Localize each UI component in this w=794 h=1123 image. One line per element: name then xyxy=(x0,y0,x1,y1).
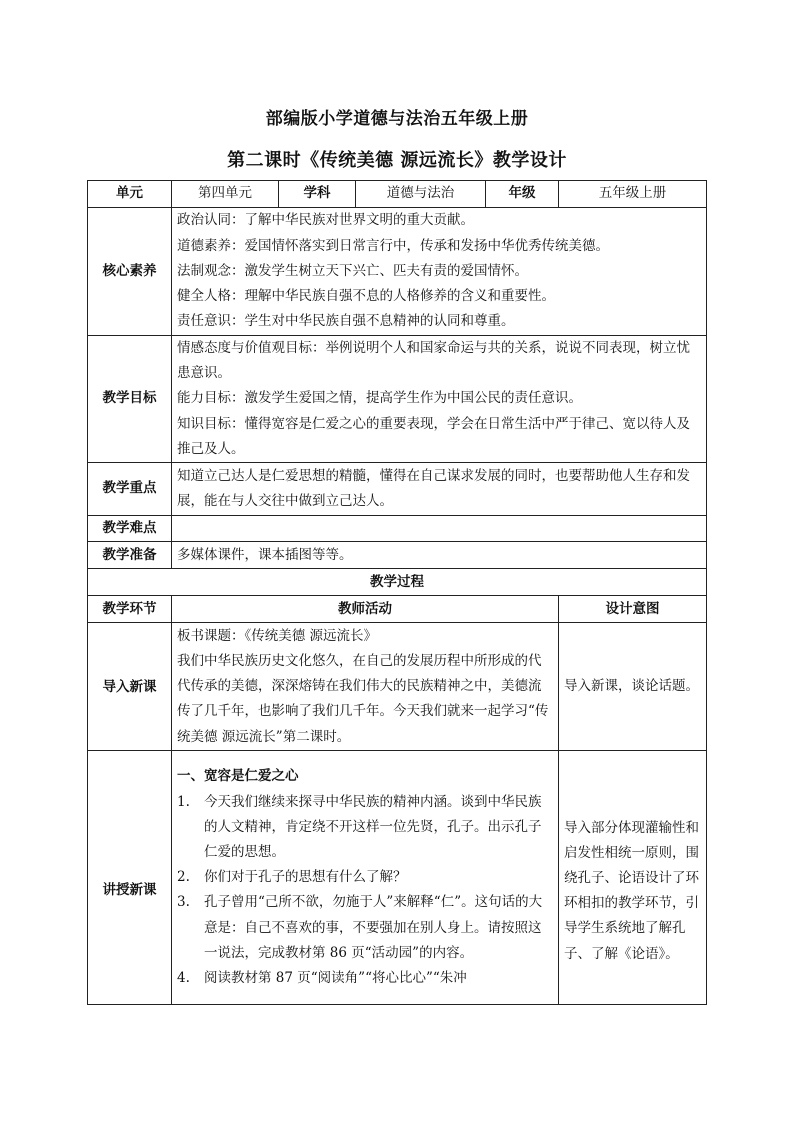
process-title-row xyxy=(88,569,707,596)
core-literacy-content xyxy=(172,208,707,336)
document-title: 部编版小学道德与法治五年级上册 xyxy=(265,109,529,129)
teaching-goals-content xyxy=(172,336,707,463)
core-literacy-line: 道德素养：爱国情怀落实到日常言行中，传承和发扬中华优秀传统美德。 xyxy=(177,237,609,254)
col-activity-header: 教师活动 xyxy=(172,596,559,623)
intro-activity-line: 板书课题：《传统美德 源远流长》 xyxy=(177,627,378,644)
process-title: 教学过程 xyxy=(88,569,707,596)
preparation-label: 教学准备 xyxy=(88,542,172,569)
teaching-goals-row xyxy=(88,336,707,463)
subject-value: 道德与法治 xyxy=(356,181,486,208)
difficulty-label: 教学难点 xyxy=(88,516,172,542)
goal-paragraph: 知识目标：懂得宽容是仁爱之心的重要表现，学会在日常生活中严于律己、宽以待人及推己及人。 xyxy=(177,415,690,457)
step-item xyxy=(177,890,553,966)
section-title: 一、宽容是仁爱之心 xyxy=(177,768,299,785)
step-number: 2. xyxy=(177,869,190,886)
meta-row xyxy=(88,181,707,208)
difficulty-row xyxy=(88,516,707,542)
step-number: 4. xyxy=(177,970,190,987)
step-list xyxy=(177,790,553,991)
step-text: 今天我们继续来探寻中华民族的精神内涵。谈到中华民族的人文精神，肯定绕不开这样一位先贤，孔子。出示孔子仁爱的思想。 xyxy=(204,793,542,861)
step-item xyxy=(177,966,553,991)
core-literacy-line: 责任意识：学生对中华民族自强不息精神的认同和尊重。 xyxy=(177,313,515,330)
col-stage-header: 教学环节 xyxy=(88,596,172,623)
key-point-text: 知道立己达人是仁爱思想的精髓，懂得在自己谋求发展的同时，也要帮助他人生存和发展，能在与人交往中做到立己达人。 xyxy=(172,463,707,516)
step-number: 3. xyxy=(177,894,190,911)
new-lesson-activity xyxy=(172,751,559,1005)
core-literacy-line: 政治认同：了解中华民族对世界文明的重大贡献。 xyxy=(177,212,474,229)
grade-label: 年级 xyxy=(486,181,559,208)
process-header-row xyxy=(88,596,707,623)
goal-paragraph: 能力目标：激发学生爱国之情，提高学生作为中国公民的责任意识。 xyxy=(177,390,582,407)
col-intent-header: 设计意图 xyxy=(559,596,707,623)
unit-label: 单元 xyxy=(88,181,172,208)
lesson-plan-table xyxy=(87,180,707,1005)
step-text: 你们对于孔子的思想有什么了解？ xyxy=(204,869,407,886)
grade-value: 五年级上册 xyxy=(559,181,707,208)
intro-intent: 导入新课，谈论话题。 xyxy=(559,623,707,751)
step-number: 1. xyxy=(177,793,190,810)
unit-value: 第四单元 xyxy=(172,181,279,208)
key-point-label: 教学重点 xyxy=(88,463,172,516)
teaching-goals-label: 教学目标 xyxy=(88,336,172,463)
subject-label: 学科 xyxy=(279,181,356,208)
new-lesson-intent: 导入部分体现灌输性和启发性相统一原则，围绕孔子、论语设计了环环相扣的教学环节，引导学生系统地了解孔子、了解《论语》。 xyxy=(559,751,707,1005)
core-literacy-line: 法制观念：激发学生树立天下兴亡、匹夫有责的爱国情怀。 xyxy=(177,262,528,279)
intro-activity xyxy=(172,623,559,751)
key-point-row xyxy=(88,463,707,516)
step-text: 阅读教材第 87 页“阅读角”“将心比心”“朱冲 xyxy=(204,970,467,987)
intro-activity-paragraph: 我们中华民族历史文化悠久，在自己的发展历程中所形成的代代传承的美德，深深熔铸在我们伟大的民族精神之中，美德流传了几千年，也影响了我们几千年。今天我们就来一起学习“传统美德 源远流长”第二课时。 xyxy=(177,652,549,745)
lesson-title: 第二课时《传统美德 源远流长》教学设计 xyxy=(227,150,567,171)
preparation-row xyxy=(88,542,707,569)
goal-paragraph: 情感态度与价值观目标：举例说明个人和国家命运与共的关系，说说不同表现，树立忧患意识。 xyxy=(177,340,690,382)
intro-row xyxy=(88,623,707,751)
core-literacy-label: 核心素养 xyxy=(88,208,172,336)
step-item xyxy=(177,865,553,890)
new-lesson-row xyxy=(88,751,707,1005)
new-lesson-stage: 讲授新课 xyxy=(88,751,172,1005)
intro-stage: 导入新课 xyxy=(88,623,172,751)
difficulty-text xyxy=(172,516,707,542)
core-literacy-line: 健全人格：理解中华民族自强不息的人格修养的含义和重要性。 xyxy=(177,288,555,305)
core-literacy-row xyxy=(88,208,707,336)
step-item xyxy=(177,790,553,866)
step-text: 孔子曾用“己所不欲，勿施于人”来解释“仁”。这句话的大意是：自己不喜欢的事，不要强加在别人身上。请按照这一说法，完成教材第 86 页“活动园”的内容。 xyxy=(204,894,543,961)
preparation-text: 多媒体课件，课本插图等等。 xyxy=(172,542,707,569)
